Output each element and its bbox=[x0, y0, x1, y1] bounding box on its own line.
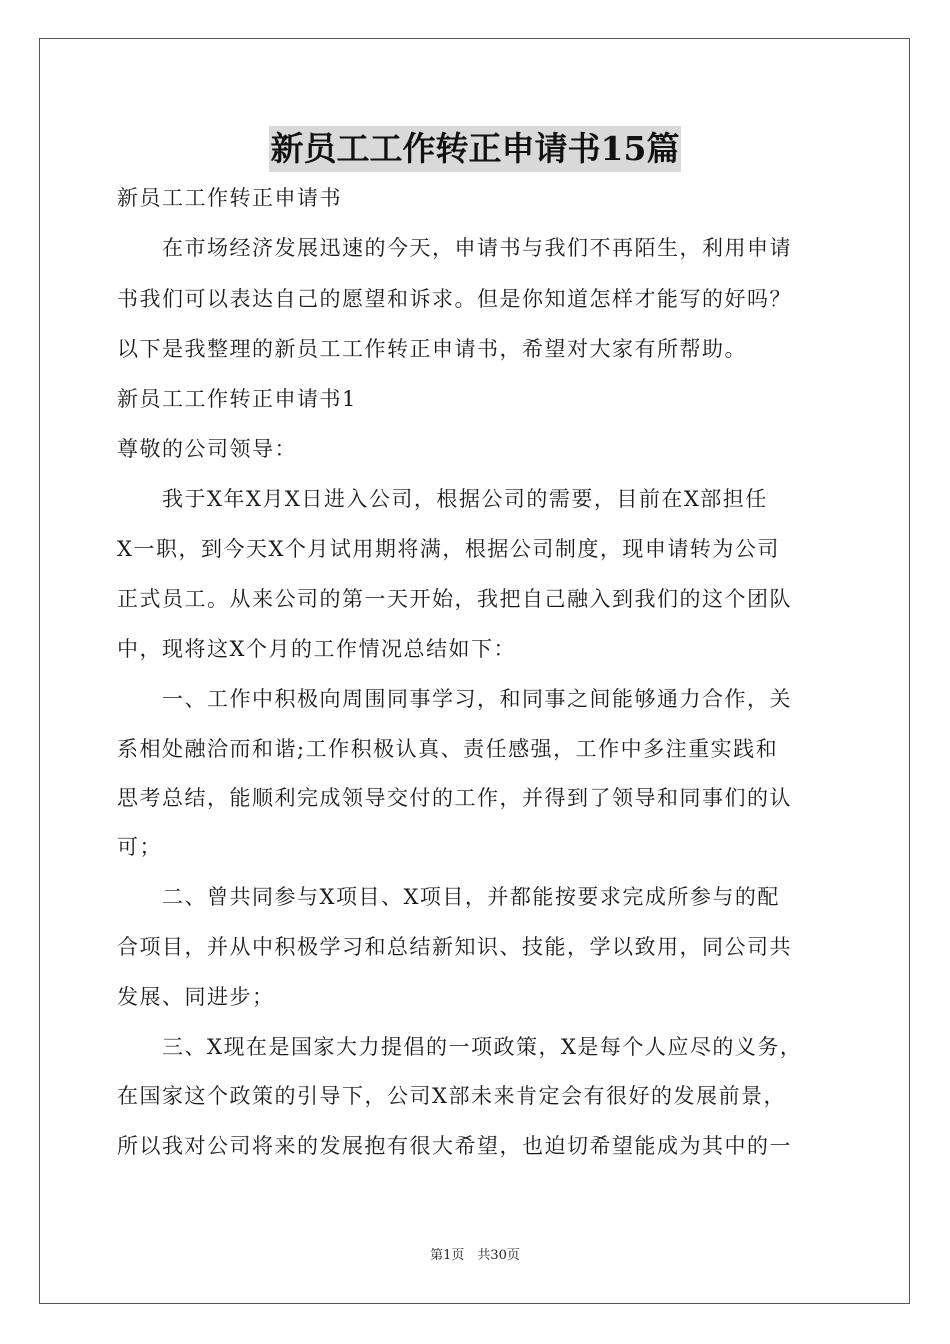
page-footer: 第1页 共30页 bbox=[430, 1248, 520, 1263]
text-line: 合项目，并从中积极学习和总结新知识、技能，学以致用，同公司共 bbox=[117, 935, 792, 959]
text-line: 中，现将这X个月的工作情况总结如下： bbox=[117, 637, 516, 661]
text-line: 思考总结，能顺利完成领导交付的工作，并得到了领导和同事们的认 bbox=[117, 786, 792, 810]
title-block bbox=[0, 126, 950, 172]
text-line: 正式员工。从来公司的第一天开始，我把自己融入到我们的这个团队 bbox=[117, 587, 792, 611]
text-line: 在国家这个政策的引导下，公司X部未来肯定会有很好的发展前景， bbox=[117, 1084, 786, 1108]
text-line: X一职，到今天X个月试用期将满，根据公司制度，现申请转为公司 bbox=[117, 537, 780, 561]
text-line: 新员工工作转正申请书 bbox=[117, 186, 342, 210]
text-line: 二、曾共同参与X项目、X项目，并都能按要求完成所参与的配 bbox=[117, 885, 780, 909]
text-line: 可； bbox=[117, 835, 162, 859]
text-line: 系相处融洽而和谐;工作积极认真、责任感强，工作中多注重实践和 bbox=[117, 737, 779, 761]
text-line: 所以我对公司将来的发展抱有很大希望，也迫切希望能成为其中的一 bbox=[117, 1134, 792, 1158]
text-line: 我于X年X月X日进入公司，根据公司的需要，目前在X部担任 bbox=[117, 487, 768, 511]
text-line: 以下是我整理的新员工工作转正申请书，希望对大家有所帮助。 bbox=[117, 337, 747, 361]
page-border bbox=[39, 38, 910, 1304]
text-line: 书我们可以表达自己的愿望和诉求。但是你知道怎样才能写的好吗？ bbox=[117, 287, 792, 311]
text-line: 在市场经济发展迅速的今天，申请书与我们不再陌生，利用申请 bbox=[117, 236, 792, 260]
text-line: 尊敬的公司领导： bbox=[117, 437, 297, 461]
document-title: 新员工工作转正申请书15篇 bbox=[269, 126, 682, 172]
text-line: 新员工工作转正申请书1 bbox=[117, 387, 357, 411]
text-line: 三、X现在是国家大力提倡的一项政策，X是每个人应尽的义务， bbox=[117, 1035, 803, 1059]
text-line: 一、工作中积极向周围同事学习，和同事之间能够通力合作，关 bbox=[117, 687, 792, 711]
text-line: 发展、同进步； bbox=[117, 985, 275, 1009]
